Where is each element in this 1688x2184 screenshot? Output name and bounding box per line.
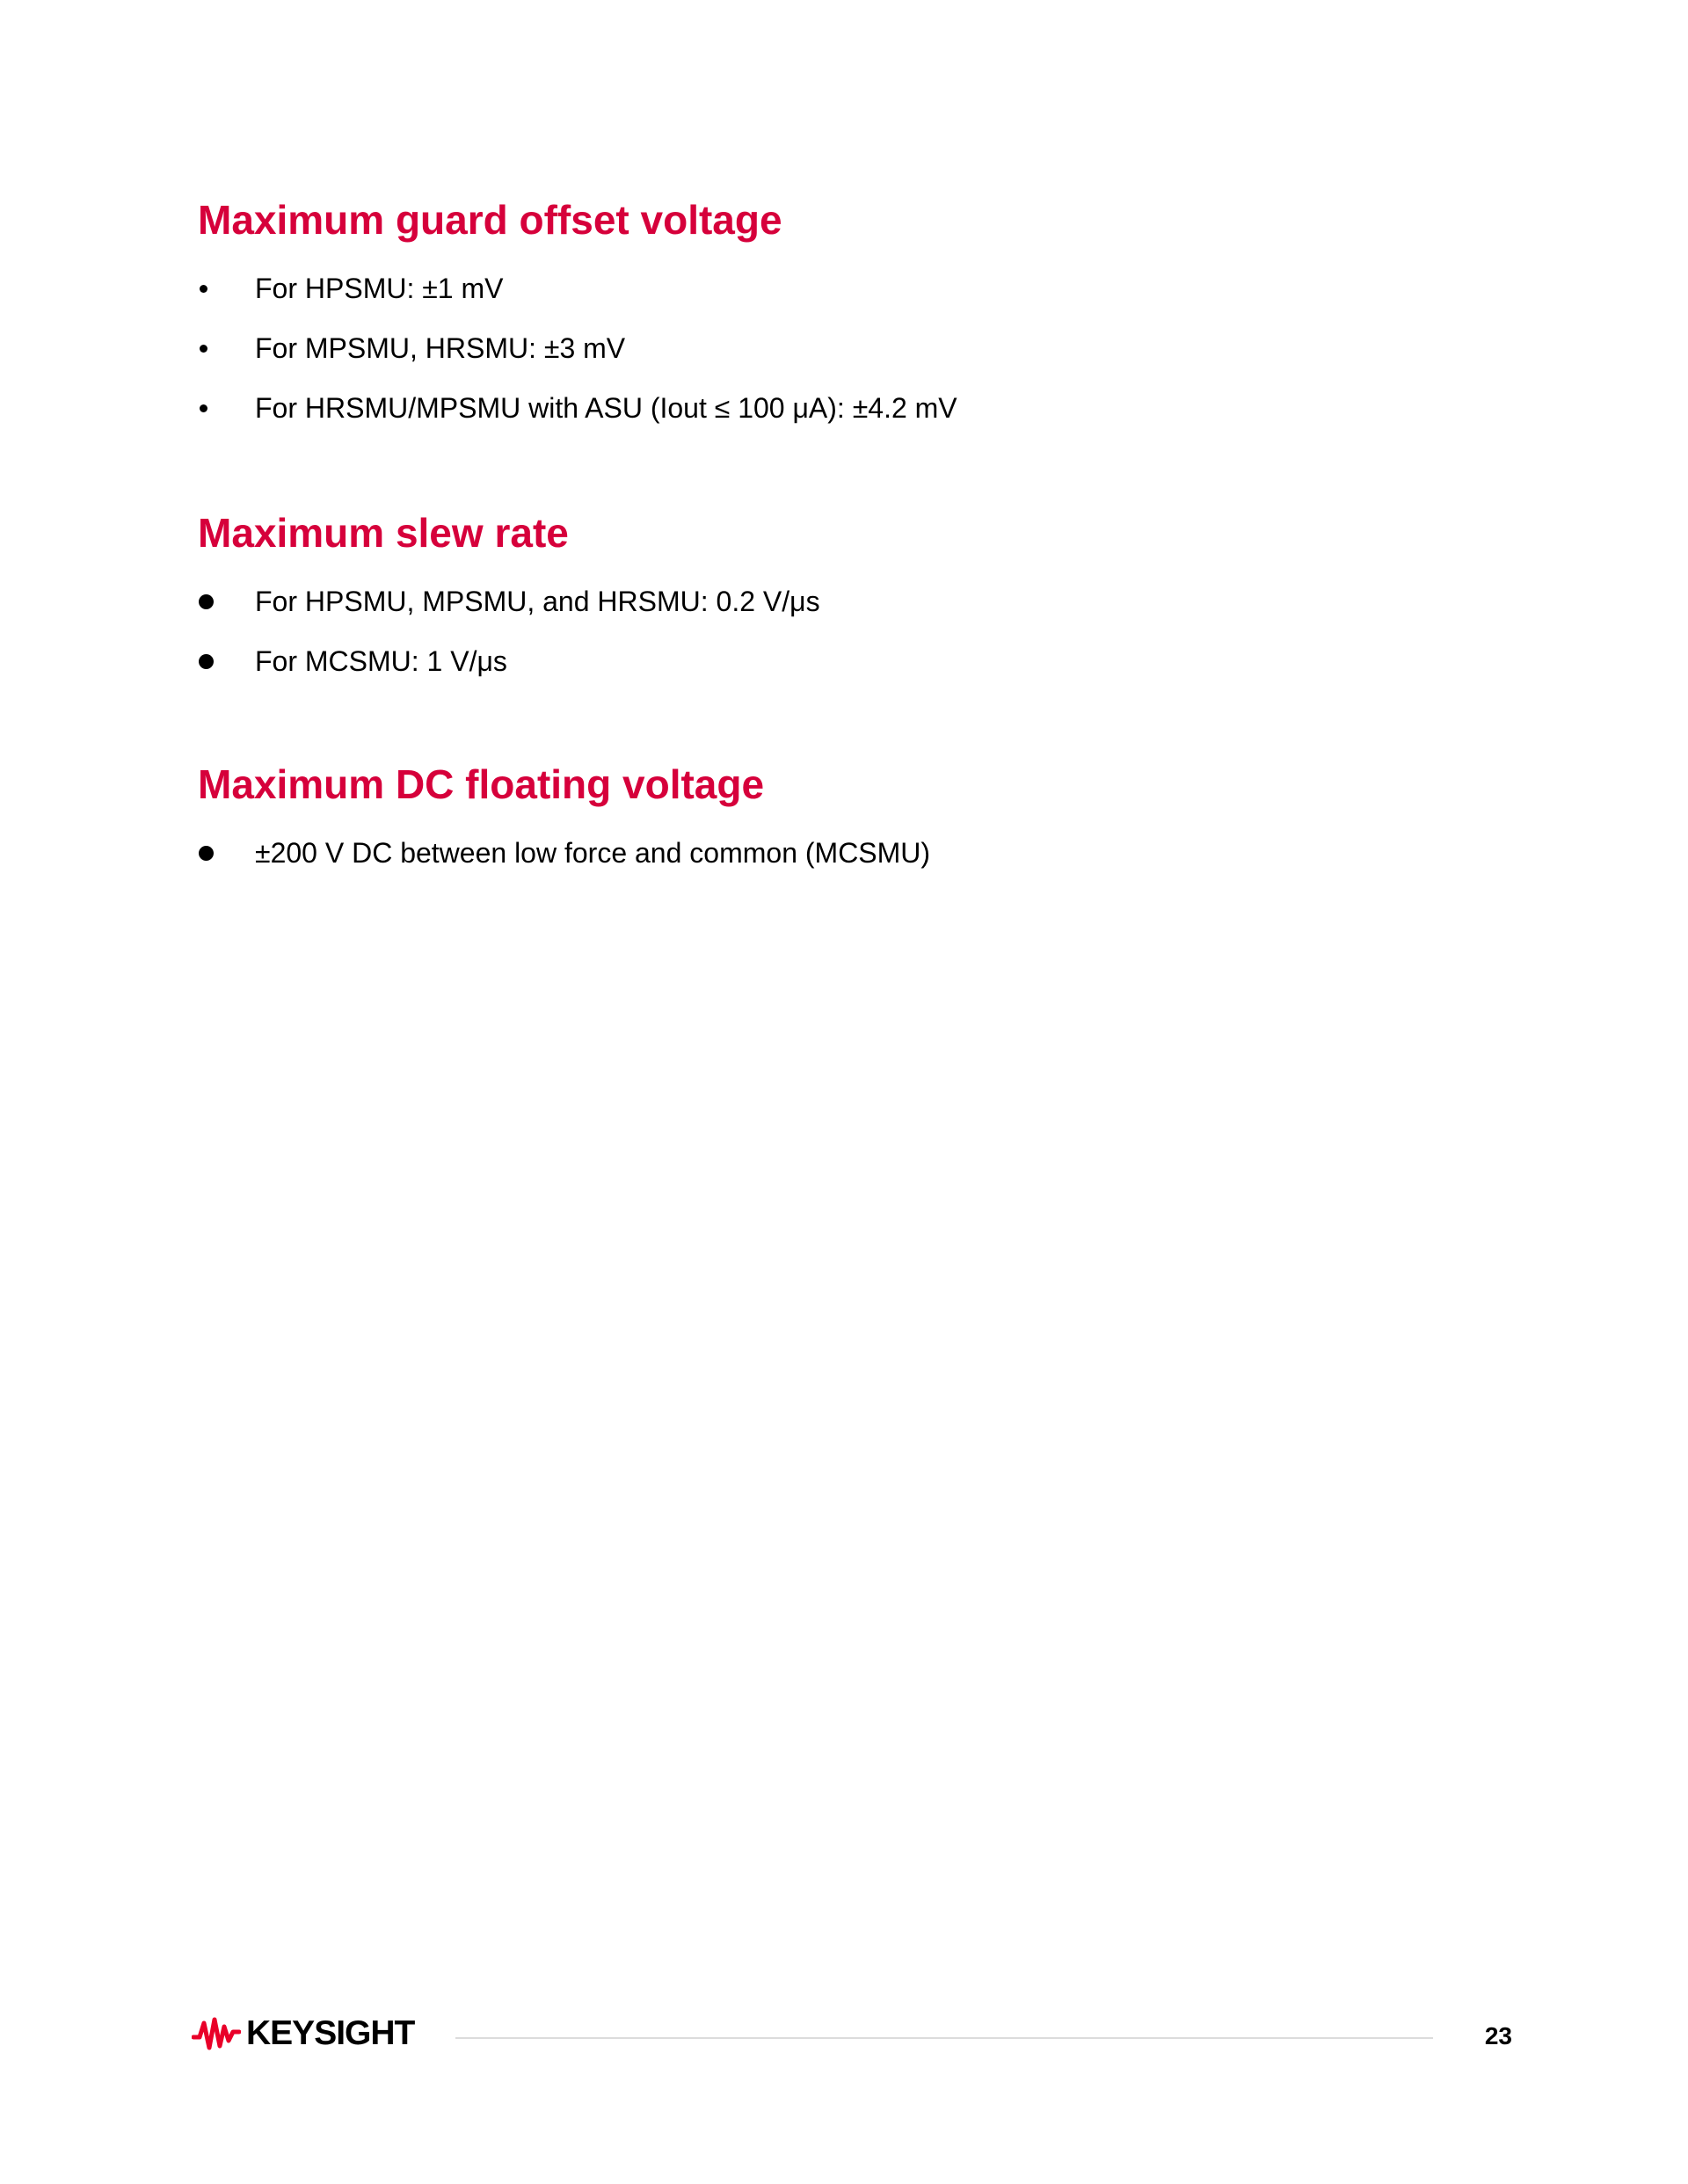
brand-name: KEYSIGHT	[246, 2014, 415, 2052]
keysight-wave-icon	[192, 2014, 241, 2053]
keysight-logo	[192, 2012, 414, 2056]
section-guard-offset-voltage	[198, 195, 1517, 426]
section-heading: Maximum DC floating voltage	[198, 761, 765, 807]
list-item: ±200 V DC between low force and common (MCSMU)	[198, 835, 1517, 870]
section-dc-floating-voltage	[198, 760, 1517, 870]
bullet-list	[198, 835, 1517, 870]
section-heading: Maximum slew rate	[198, 510, 569, 556]
list-item: For HPSMU, MPSMU, and HRSMU: 0.2 V/μs	[198, 584, 1517, 619]
footer-divider	[455, 2037, 1433, 2039]
bullet-list	[198, 271, 1517, 426]
list-item: For HPSMU: ±1 mV	[198, 271, 1517, 306]
page-number: 23	[1484, 2022, 1512, 2049]
section-heading: Maximum guard offset voltage	[198, 197, 782, 243]
bullet-list	[198, 584, 1517, 679]
list-item: For MCSMU: 1 V/μs	[198, 644, 1517, 679]
list-item: For HRSMU/MPSMU with ASU (Iout ≤ 100 μA): ±4.2 mV	[198, 390, 1517, 426]
list-item: For MPSMU, HRSMU: ±3 mV	[198, 331, 1517, 366]
section-slew-rate	[198, 508, 1517, 679]
